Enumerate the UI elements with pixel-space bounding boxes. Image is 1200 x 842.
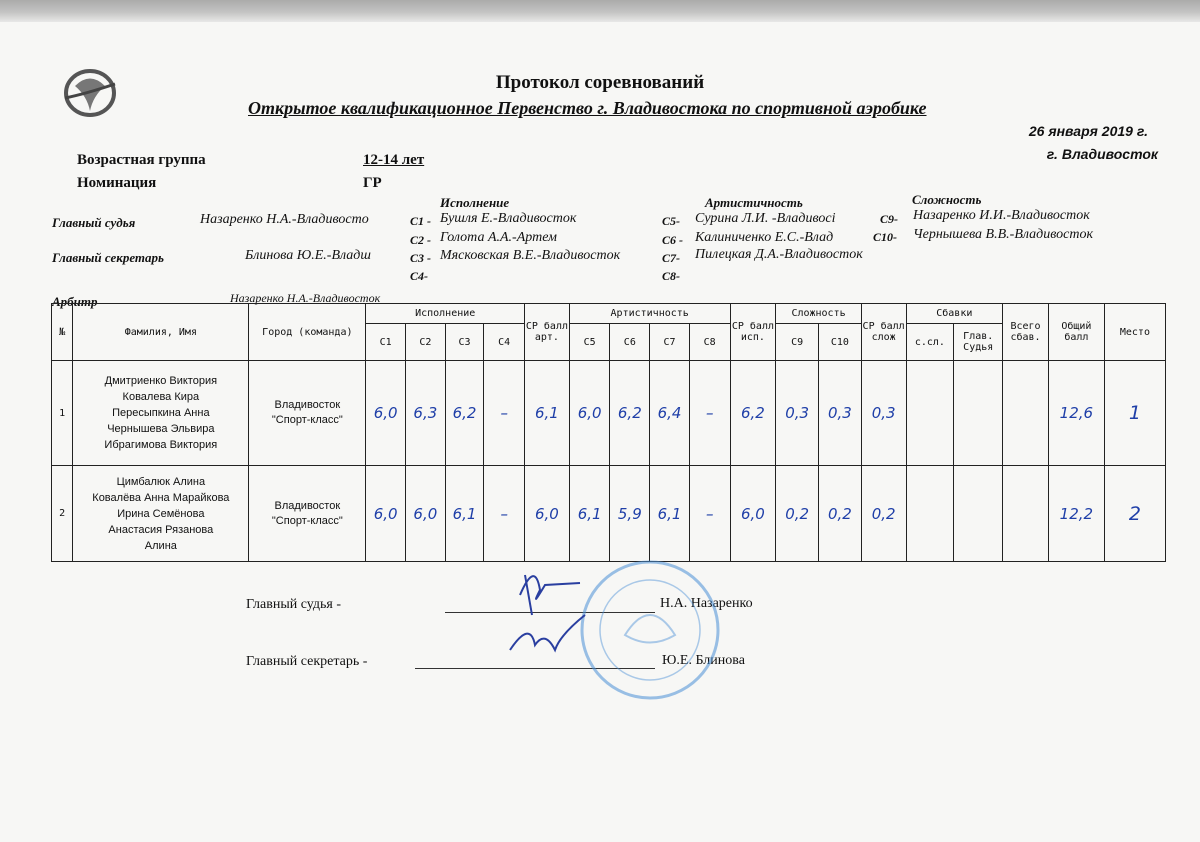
penalty-glav <box>954 466 1003 562</box>
art-panel-label: Артистичность <box>705 195 803 210</box>
header-total: Общий балл <box>1048 304 1104 361</box>
nomination-label: Номинация <box>77 175 157 191</box>
scan-shadow <box>0 0 1200 22</box>
athlete-name: Цимбалюк Алина <box>116 475 206 488</box>
age-group-label: Возрастная группа <box>77 152 206 168</box>
score-c3: 6,1 <box>445 466 484 562</box>
score-c7: 6,4 <box>650 361 690 466</box>
chief-secretary-label: Главный секретарь <box>52 250 164 265</box>
exec-judge-name: Голота А.А.-Артем <box>440 230 557 245</box>
score-c2: 6,0 <box>406 466 446 562</box>
athlete-name: Пересыпкина Анна <box>112 407 210 419</box>
header-c2: C2 <box>406 324 446 361</box>
score-sr-sl: 0,2 <box>861 466 906 562</box>
exec-judge-code: C1 - <box>410 214 431 228</box>
header-city: Город (команда) <box>249 304 366 361</box>
score-c4: – <box>484 466 525 562</box>
score-c3: 6,2 <box>445 361 484 466</box>
header-c4: C4 <box>484 324 525 361</box>
score-c8: – <box>689 361 730 466</box>
exec-judge-code: C2 - <box>410 233 431 247</box>
city-name: Владивосток <box>274 399 341 411</box>
athlete-name: Анастасия Рязанова <box>108 523 214 536</box>
athlete-name: Дмитриенко Виктория <box>104 375 218 387</box>
header-name: Фамилия, Имя <box>73 304 249 361</box>
row-city <box>249 361 366 466</box>
art-judge-code: C5- <box>662 214 680 228</box>
score-total: 12,2 <box>1048 466 1104 562</box>
art-judge-code: C7- <box>662 251 680 265</box>
score-c2: 6,3 <box>406 361 446 466</box>
table-row <box>52 361 1166 466</box>
header-s-sl: с.сл. <box>906 324 954 361</box>
header-exec: Исполнение <box>366 304 525 324</box>
chief-judge-label: Главный судья <box>52 215 136 230</box>
header-num: № <box>52 304 73 361</box>
nomination-value: ГР <box>363 175 382 191</box>
exec-judge-code: C3 - <box>410 251 431 265</box>
arbiter-name: Назаренко Н.А.-Владивосток <box>230 291 381 305</box>
score-sr-sl: 0,3 <box>861 361 906 466</box>
table-row <box>52 466 1166 562</box>
score-sr-art: 6,1 <box>525 361 570 466</box>
header-art: Артистичность <box>569 304 730 324</box>
score-c6: 6,2 <box>610 361 650 466</box>
penalty-total <box>1003 361 1049 466</box>
sign-secretary-label: Главный секретарь - <box>246 654 368 669</box>
sign-judge-label: Главный судья - <box>246 597 341 612</box>
team-name: "Спорт-класс" <box>271 514 343 527</box>
city-name: Владивосток <box>274 499 341 512</box>
chief-judge-name: Назаренко Н.А.-Владивосто <box>200 212 369 227</box>
exec-judge-name: Мясковская В.Е.-Владивосток <box>440 248 621 263</box>
diff-judge-name: Чернышева В.В.-Владивосток <box>913 227 1093 242</box>
header-c8: C8 <box>689 324 730 361</box>
header-c10: C10 <box>819 324 862 361</box>
art-judge-name: Калиниченко Е.С.-Влад <box>695 230 834 245</box>
score-place: 2 <box>1104 466 1165 562</box>
header-c1: C1 <box>366 324 406 361</box>
exec-judge-name: Бушля Е.-Владивосток <box>440 211 577 226</box>
score-c10: 0,3 <box>819 361 862 466</box>
score-total: 12,6 <box>1048 361 1104 466</box>
header-sr-art: СР балл арт. <box>525 304 570 361</box>
event-date: 26 января 2019 г. <box>1028 123 1148 139</box>
header-sr-sl: СР балл слож <box>861 304 906 361</box>
header-c5: C5 <box>569 324 610 361</box>
score-c4: – <box>484 361 525 466</box>
exec-panel-label: Исполнение <box>440 195 510 210</box>
header-c3: C3 <box>445 324 484 361</box>
age-group-value: 12-14 лет <box>363 152 425 168</box>
chief-secretary-name: Блинова Ю.Е.-Владш <box>245 248 371 263</box>
score-c1: 6,0 <box>366 361 406 466</box>
score-sr-isp: 6,0 <box>730 466 776 562</box>
score-c6: 5,9 <box>610 466 650 562</box>
results-table <box>51 303 1166 562</box>
stamp-and-signatures-icon <box>500 555 730 705</box>
score-c7: 6,1 <box>650 466 690 562</box>
arbiter-label: Арбитр <box>52 294 98 309</box>
sign-judge-name: Н.А. Назаренко <box>660 596 753 611</box>
score-place: 1 <box>1104 361 1165 466</box>
page-title: Протокол соревнований <box>495 72 705 93</box>
diff-judge-code: C9- <box>880 212 898 226</box>
diff-judge-name: Назаренко И.И.-Владивосток <box>913 208 1090 223</box>
score-c10: 0,2 <box>819 466 862 562</box>
score-c5: 6,1 <box>569 466 610 562</box>
row-num: 1 <box>52 361 73 466</box>
team-name: "Спорт-класс" <box>271 414 343 426</box>
diff-judge-code: C10- <box>873 230 897 244</box>
penalty-s-sl <box>906 466 954 562</box>
row-num: 2 <box>52 466 73 562</box>
art-judge-name: Пилецкая Д.А.-Владивосток <box>695 247 863 262</box>
header-total-sb: Всего сбав. <box>1003 304 1049 361</box>
athlete-name: Алина <box>144 539 177 552</box>
score-sr-art: 6,0 <box>525 466 570 562</box>
penalty-total <box>1003 466 1049 562</box>
row-names <box>73 361 249 466</box>
athlete-name: Ибрагимова Виктория <box>104 439 218 451</box>
page-subtitle: Открытое квалификационное Первенство г. Владивостока по спортивной аэробике <box>248 98 927 118</box>
score-sr-isp: 6,2 <box>730 361 776 466</box>
score-c1: 6,0 <box>366 466 406 562</box>
header-glav: Глав. Судья <box>954 324 1003 361</box>
header-place: Место <box>1104 304 1165 361</box>
header-diff: Сложность <box>776 304 861 324</box>
header-c9: C9 <box>776 324 819 361</box>
score-c9: 0,2 <box>776 466 819 562</box>
art-judge-code: C8- <box>662 269 680 283</box>
event-city: г. Владивосток <box>1046 146 1158 162</box>
score-c8: – <box>689 466 730 562</box>
exec-judge-code: C4- <box>410 269 428 283</box>
penalty-s-sl <box>906 361 954 466</box>
athlete-name: Ирина Семёнова <box>117 507 205 520</box>
row-city <box>249 466 366 562</box>
header-sbavki: Сбавки <box>906 304 1003 324</box>
athlete-name: Чернышева Эльвира <box>107 423 215 435</box>
sign-secretary-name: Ю.Е. Блинова <box>662 653 745 668</box>
penalty-glav <box>954 361 1003 466</box>
athlete-name: Ковалёва Анна Марайкова <box>92 491 230 504</box>
athlete-name: Ковалева Кира <box>122 391 200 403</box>
diff-panel-label: Сложность <box>912 192 982 207</box>
row-names <box>73 466 249 562</box>
score-c5: 6,0 <box>569 361 610 466</box>
art-judge-name: Сурина Л.И. -Владивосі <box>695 211 836 226</box>
header-c7: C7 <box>650 324 690 361</box>
header-sr-isp: СР балл исп. <box>730 304 776 361</box>
art-judge-code: C6 - <box>662 233 683 247</box>
header-c6: C6 <box>610 324 650 361</box>
score-c9: 0,3 <box>776 361 819 466</box>
